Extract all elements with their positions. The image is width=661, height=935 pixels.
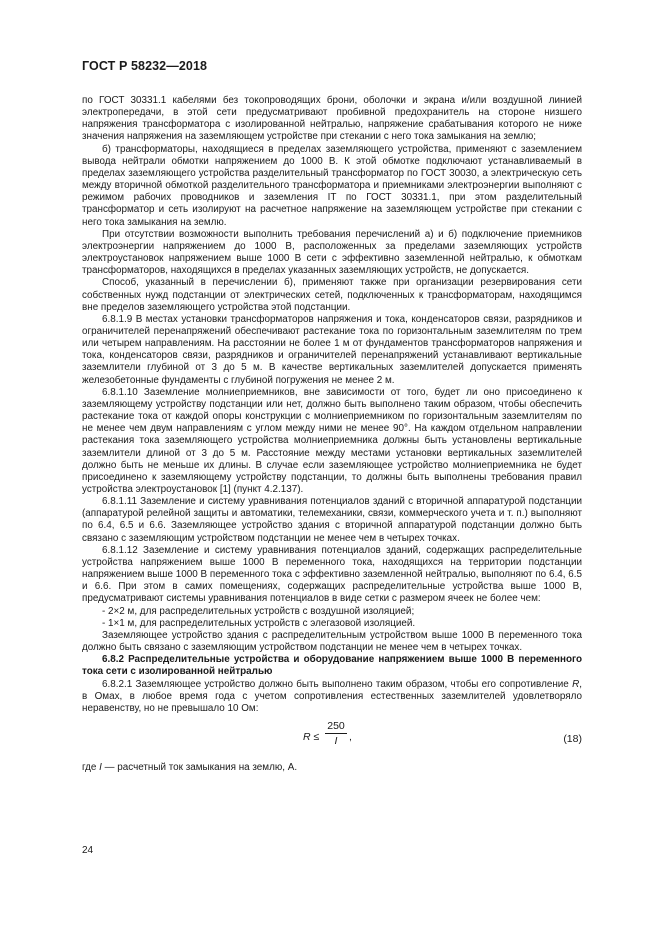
paragraph: Способ, указанный в перечислении б), применяют также при организации резервирования сети собственных нужд подстанции от электрических сетей, подключенных к трансформаторам, находящимся вне пределов заземляющего устройства этой подстанции. (82, 277, 582, 313)
clause-text-rest: , в Омах, в любое время года с учетом сопротивления естественных заземлителей удовлетворяло неравенству, но не превышало 10 Ом: (82, 678, 583, 714)
formula-denominator: I (334, 734, 338, 747)
variable-i: I (99, 761, 102, 773)
formula-comma: , (349, 730, 352, 743)
formula-explanation (82, 762, 582, 774)
fraction-bar (325, 733, 347, 734)
clause-6-8-1-11: 6.8.1.11 Заземление и систему уравнивания потенциалов зданий с вторичной аппаратурой подстанции (аппаратурой релейной защиты и автоматики, телемеханики, связи, коммерческого учета и т. п.) выполняют по 6.4, 6.5 и 6.6. Заземляющее устройство здания с вторичной аппаратурой подстанции должно быть связано с заземляющим устройством подстанции не менее чем в четырех точках. (82, 496, 582, 544)
section-heading-6-8-2: 6.8.2 Распределительные устройства и оборудование напряжением выше 1000 В переменного тока сети с изолированной нейтралью (82, 654, 582, 678)
formula-lhs: R ≤ (303, 730, 320, 743)
clause-6-8-1-12: 6.8.1.12 Заземление и систему уравнивания потенциалов зданий, содержащих распределительные устройства напряжением выше 1000 В переменного тока, находящихся на территории подстанции напряжением выше 1000 В переменного тока с эффективно заземленной нейтралью, выполняют по 6.4, 6.5 и 6.6. При этом в самих помещениях, содержащих распределительные устройства выше 1000 В, предусматривают системы уравнивания потенциалов в виде сетки с размером ячеек не более чем: (82, 544, 582, 605)
formula-fraction (325, 720, 347, 747)
formula-number: (18) (563, 732, 582, 745)
document-body (82, 95, 582, 774)
page-number: 24 (82, 845, 94, 856)
paragraph: Заземляющее устройство здания с распределительным устройством выше 1000 В переменного тока должно быть связано с заземляющим устройством подстанции не менее чем в четырех точках. (82, 629, 582, 654)
standard-header: ГОСТ Р 58232—2018 (82, 59, 208, 73)
paragraph: б) трансформаторы, находящиеся в пределах заземляющего устройства, применяют с заземлением вывода нейтрали обмотки напряжением до 1000 В. К этой обмотке подключают устанавливаемый в пределах заземляющего устройства разделительный трансформатор по ГОСТ 30030, а электрическую сеть между вторичной обмоткой разделительного трансформатора и приемниками электроэнергии выполняют с режимом рабочих проводников и заземления IT по ГОСТ 30331.1, при этом разделительный трансформатор и сеть изолируют на расчетное напряжение на заземляющем устройстве при стекании с него тока замыкания на землю. (82, 143, 582, 228)
clause-6-8-2-1 (82, 679, 582, 715)
formula-numerator: 250 (327, 719, 345, 732)
where-text: — расчетный ток замыкания на землю, А. (101, 761, 298, 773)
list-item: - 1×1 м, для распределительных устройств с элегазовой изоляцией. (102, 617, 416, 629)
formula-18 (82, 717, 582, 761)
clause-6-8-1-10: 6.8.1.10 Заземление молниеприемников, вне зависимости от того, будет ли оно присоединено к заземляющему устройству подстанции или нет, должно быть выполнено таким образом, чтобы обеспечить растекание тока от каждой опоры конструкции с молниеприемником по горизонтальным заземлителям по не менее чем двум направлениям с углом между ними не менее 90°. На каждом отдельном направлении растекания тока заземляющего устройства молниеприемника должны быть установлены вертикальные заземлители длиной от 3 до 5 м. Расстояние между местами установки вертикальных заземлителей должно быть не меньше их длины. В случае если заземляющее устройство молниеприемника не будет присоединено к заземляющему устройству подстанции, то должны быть выполнены требования правил устройства электроустановок [1] (пункт 4.2.137). (82, 386, 582, 495)
paragraph: по ГОСТ 30331.1 кабелями без токопроводящих брони, оболочки и экрана и/или воздушной линией электропередачи, в этой сети предусматривают пробивной предохранитель на стороне низшего напряжения трансформатора с изолированной нейтралью, напряжение срабатывания которого не ниже значения напряжения на заземляющем устройстве при стекании с него тока замыкания на землю; (82, 95, 582, 143)
clause-text: 6.8.2.1 Заземляющее устройство должно быть выполнено таким образом, чтобы его сопротивление (102, 678, 569, 690)
list-item: - 2×2 м, для распределительных устройств с воздушной изоляцией; (102, 605, 415, 617)
where-prefix: где (82, 761, 97, 773)
paragraph: При отсутствии возможности выполнить требования перечислений а) и б) подключение приемников электроэнергии напряжением до 1000 В, расположенных за пределами заземляющих устройств электроустановок напряжением выше 1000 В сети с эффективно заземленной нейтралью, к обмоткам трансформаторов, находящихся в пределах указанных заземляющих устройств, не допускается. (82, 228, 582, 277)
variable-r: R (572, 678, 580, 690)
clause-6-8-1-9: 6.8.1.9 В местах установки трансформаторов напряжения и тока, конденсаторов связи, разрядников и ограничителей перенапряжений обеспечивают растекание тока по горизонтальным заземлителям по трем или четырем направлениям. На расстоянии не более 1 м от фундаментов трансформаторов напряжения и тока, конденсаторов связи, разрядников и ограничителей перенапряжений устанавливают вертикальные заземлители глубиной от 3 до 5 м. В качестве вертикальных заземлителей допускается применять железобетонные фундаменты с глубиной погружения не менее 2 м. (82, 313, 582, 386)
